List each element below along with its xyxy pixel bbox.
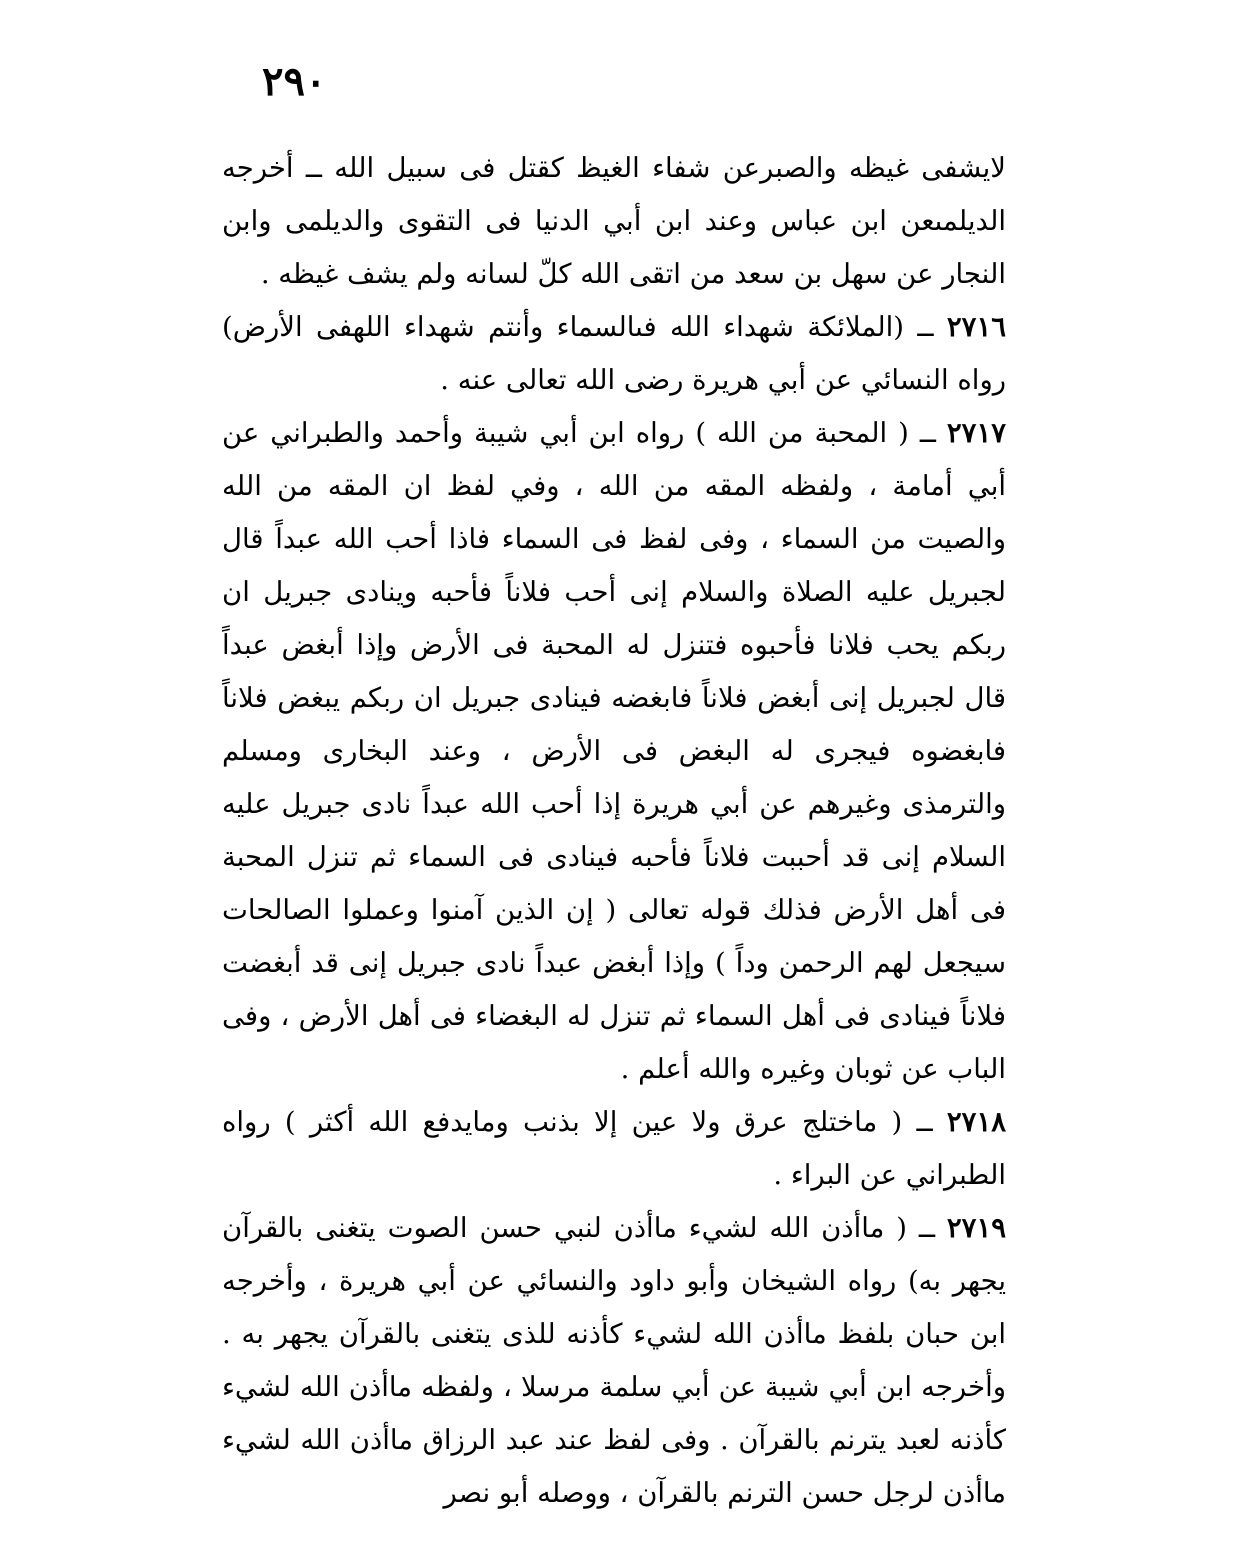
paragraph-continuation: [222, 142, 1006, 301]
paragraph-text: ــ ( المحبة من الله ) رواه ابن أبي شيبة وأحمد والطبراني عن أبي أمامة ، ولفظه المقه من الله ، وفي لفظ ان المقه من الله والصيت من السماء ، وفى لفظ فى السماء فاذا أحب الله عبداً قال لجبريل عليه الصلاة والسلام إنى أحب فلاناً فأحبه وينادى جبريل ان ربكم يحب فلانا فأحبوه فتنزل له المحبة فى الأرض وإذا أبغض عبداً قال لجبريل إنى أبغض فلاناً فابغضه فينادى جبريل ان ربكم يبغض فلاناً فابغضوه فيجرى له البغض فى الأرض ، وعند البخارى ومسلم والترمذى وغيرهم عن أبي هريرة إذا أحب الله عبداً نادى جبريل عليه السلام إنى قد أحببت فلاناً فأحبه فينادى فى السماء ثم تنزل المحبة فى أهل الأرض فذلك قوله تعالى ( إن الذين آمنوا وعملوا الصالحات سيجعل لهم الرحمن وداً ) وإذا أبغض عبداً نادى جبريل إنى قد أبغضت فلاناً فينادى فى أهل السماء ثم تنزل له البغضاء فى أهل الأرض ، وفى الباب عن ثوبان وغيره والله أعلم .: [222, 417, 1006, 1085]
paragraph-text: ــ ( ماختلج عرق ولا عين إلا بذنب ومايدفع الله أكثر ) رواه الطبراني عن البراء .: [222, 1106, 1006, 1191]
entry-number: ٢٧١٦: [946, 311, 1006, 343]
entry-number: ٢٧١٩: [946, 1212, 1006, 1244]
entry-number: ٢٧١٧: [946, 417, 1006, 449]
entry-number: ٢٧١٨: [946, 1106, 1006, 1138]
paragraph-2716: [222, 301, 1006, 407]
paragraph-text: ــ (الملائكة شهداء الله فىالسماء وأنتم شهداء اللهفى الأرض) رواه النسائي عن أبي هريرة رضى الله تعالى عنه .: [222, 311, 1006, 396]
body-text: [222, 142, 1006, 1520]
page-number: ٢٩٠: [262, 58, 327, 105]
paragraph-2718: [222, 1096, 1006, 1202]
paragraph-text: ــ ( ماأذن الله لشيء ماأذن لنبي حسن الصوت يتغنى بالقرآن يجهر به) رواه الشيخان وأبو داود والنسائي عن أبي هريرة ، وأخرجه ابن حبان بلفظ ماأذن الله لشيء كأذنه للذى يتغنى بالقرآن يجهر به . وأخرجه ابن أبي شيبة عن أبي سلمة مرسلا ، ولفظه ماأذن الله لشيء كأذنه لعبد يترنم بالقرآن . وفى لفظ عند عبد الرزاق ماأذن الله لشيء ماأذن لرجل حسن الترنم بالقرآن ، ووصله أبو نصر: [222, 1212, 1006, 1509]
paragraph-2719: [222, 1202, 1006, 1520]
paragraph-text: لايشفى غيظه والصبرعن شفاء الغيظ كقتل فى سبيل الله ــ أخرجه الديلمىعن ابن عباس وعند ابن أبي الدنيا فى التقوى والديلمى وابن النجار عن سهل بن سعد من اتقى الله كلّ لسانه ولم يشف غيظه .: [222, 152, 1006, 290]
paragraph-2717: [222, 407, 1006, 1096]
